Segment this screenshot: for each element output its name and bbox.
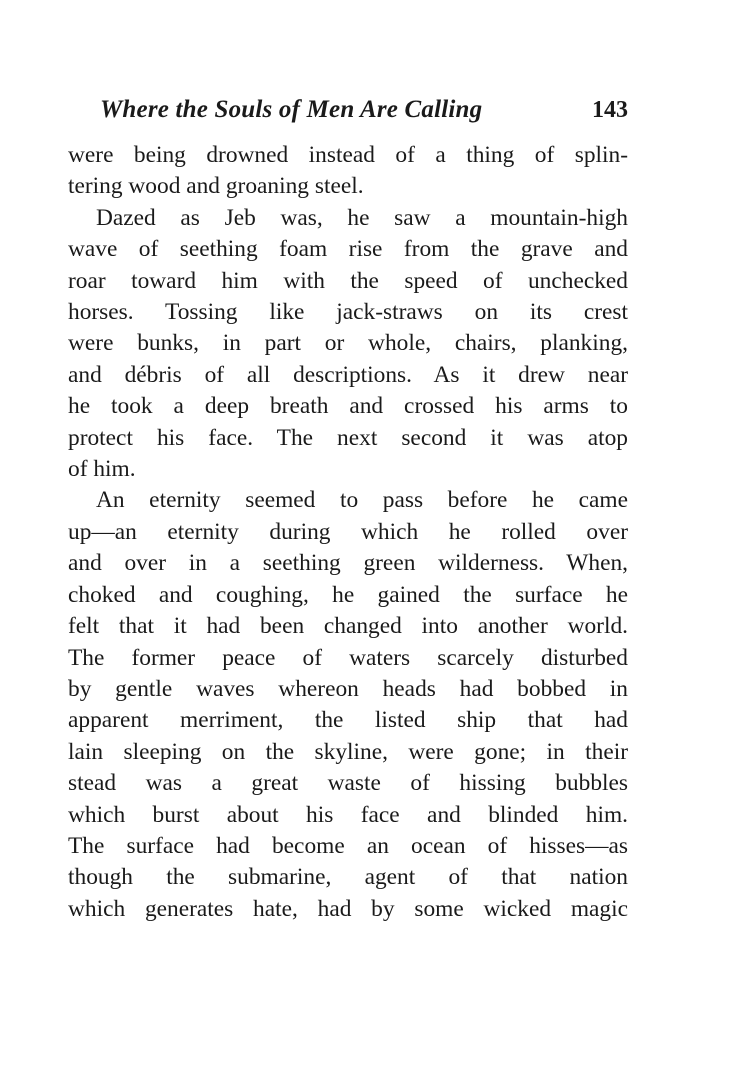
text-line: tering wood and groaning steel.	[68, 173, 364, 200]
text-line: felt that it had been changed into another world.	[68, 613, 628, 640]
text-line: Dazed as Jeb was, he saw a mountain-high	[96, 204, 628, 231]
text-line: stead was a great waste of hissing bubbles	[68, 770, 628, 797]
text-line: protect his face. The next second it was atop	[68, 424, 628, 451]
text-line: of him.	[68, 456, 136, 483]
text-line: he took a deep breath and crossed his arms to	[68, 393, 628, 420]
text-line: horses. Tossing like jack-straws on its crest	[68, 299, 628, 326]
text-line: An eternity seemed to pass before he came	[96, 487, 628, 514]
text-line: which burst about his face and blinded him.	[68, 801, 628, 828]
text-line: apparent merriment, the listed ship that had	[68, 707, 628, 734]
text-line: up—an eternity during which he rolled over	[68, 518, 628, 545]
body-text	[68, 140, 628, 925]
running-head	[68, 96, 628, 140]
text-line: and over in a seething green wilderness. When,	[68, 550, 628, 577]
text-line: wave of seething foam rise from the grave and	[68, 236, 628, 263]
running-title: Where the Souls of Men Are Calling	[100, 96, 483, 123]
text-line: which generates hate, had by some wicked magic	[68, 895, 628, 922]
text-line: roar toward him with the speed of unchecked	[68, 267, 628, 294]
text-line: The surface had become an ocean of hisses—as	[68, 832, 628, 859]
text-line: were being drowned instead of a thing of splin-	[68, 142, 628, 168]
text-line: The former peace of waters scarcely disturbed	[68, 644, 628, 671]
text-line: choked and coughing, he gained the surface he	[68, 581, 628, 608]
text-line: and débris of all descriptions. As it drew near	[68, 361, 628, 388]
text-line: by gentle waves whereon heads had bobbed in	[68, 675, 628, 702]
page-number: 143	[592, 97, 628, 123]
text-line: though the submarine, agent of that nation	[68, 864, 628, 891]
text-line: were bunks, in part or whole, chairs, planking,	[68, 330, 628, 357]
text-line: lain sleeping on the skyline, were gone; in their	[68, 738, 628, 765]
book-page	[68, 96, 628, 925]
